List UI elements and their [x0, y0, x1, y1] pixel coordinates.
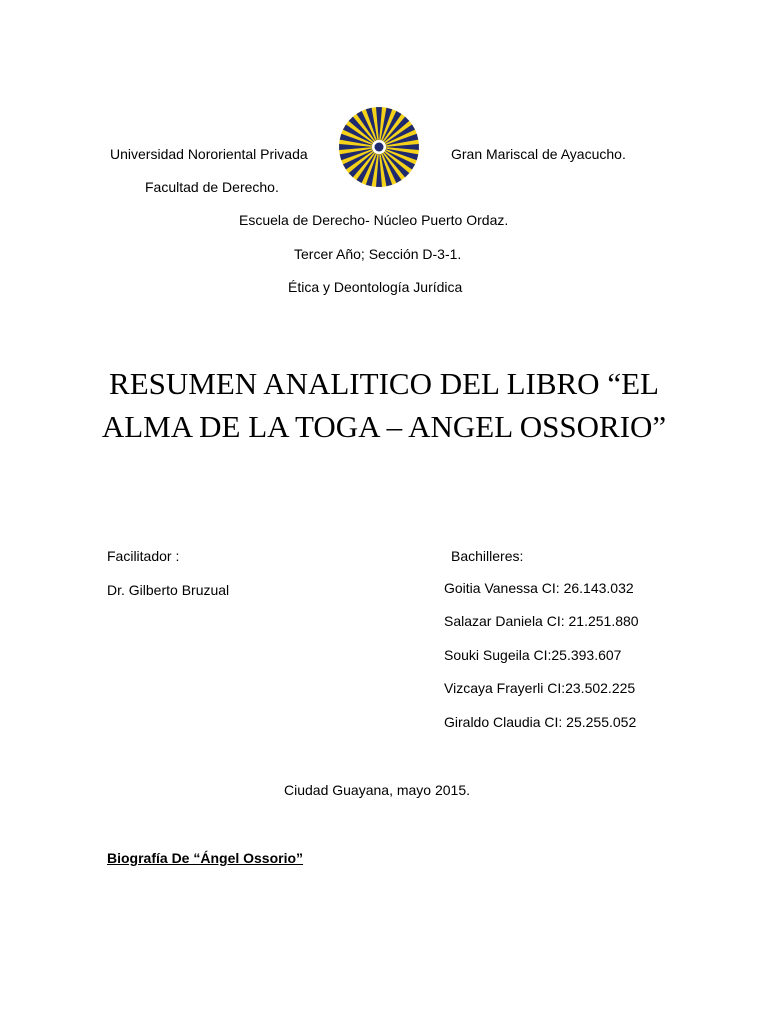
biography-heading: Biografía De “Ángel Ossorio” — [107, 850, 304, 866]
facilitator-label: Facilitador : — [107, 548, 180, 564]
university-name-right: Gran Mariscal de Ayacucho. — [451, 146, 626, 162]
student-item: Goitia Vanessa CI: 26.143.032 — [444, 580, 634, 596]
facilitator-name: Dr. Gilberto Bruzual — [107, 582, 230, 598]
university-name-left: Universidad Nororiental Privada — [110, 146, 308, 162]
document-title-line-2: ALMA DE LA TOGA – ANGEL OSSORIO” — [101, 409, 667, 444]
document-title-line-1: RESUMEN ANALITICO DEL LIBRO “EL — [109, 366, 659, 401]
logo-center-dot — [375, 143, 384, 152]
student-item: Salazar Daniela CI: 21.251.880 — [444, 613, 639, 629]
place-date: Ciudad Guayana, mayo 2015. — [284, 782, 471, 798]
university-logo-icon — [338, 106, 420, 188]
student-item: Souki Sugeila CI:25.393.607 — [444, 647, 622, 663]
student-item: Giraldo Claudia CI: 25.255.052 — [444, 714, 637, 730]
course-name: Ética y Deontología Jurídica — [288, 279, 463, 295]
students-label: Bachilleres: — [451, 548, 524, 564]
faculty-name: Facultad de Derecho. — [145, 179, 279, 195]
school-name: Escuela de Derecho- Núcleo Puerto Ordaz. — [239, 212, 509, 228]
student-item: Vizcaya Frayerli CI:23.502.225 — [444, 680, 636, 696]
year-section: Tercer Año; Sección D-3-1. — [294, 246, 462, 262]
